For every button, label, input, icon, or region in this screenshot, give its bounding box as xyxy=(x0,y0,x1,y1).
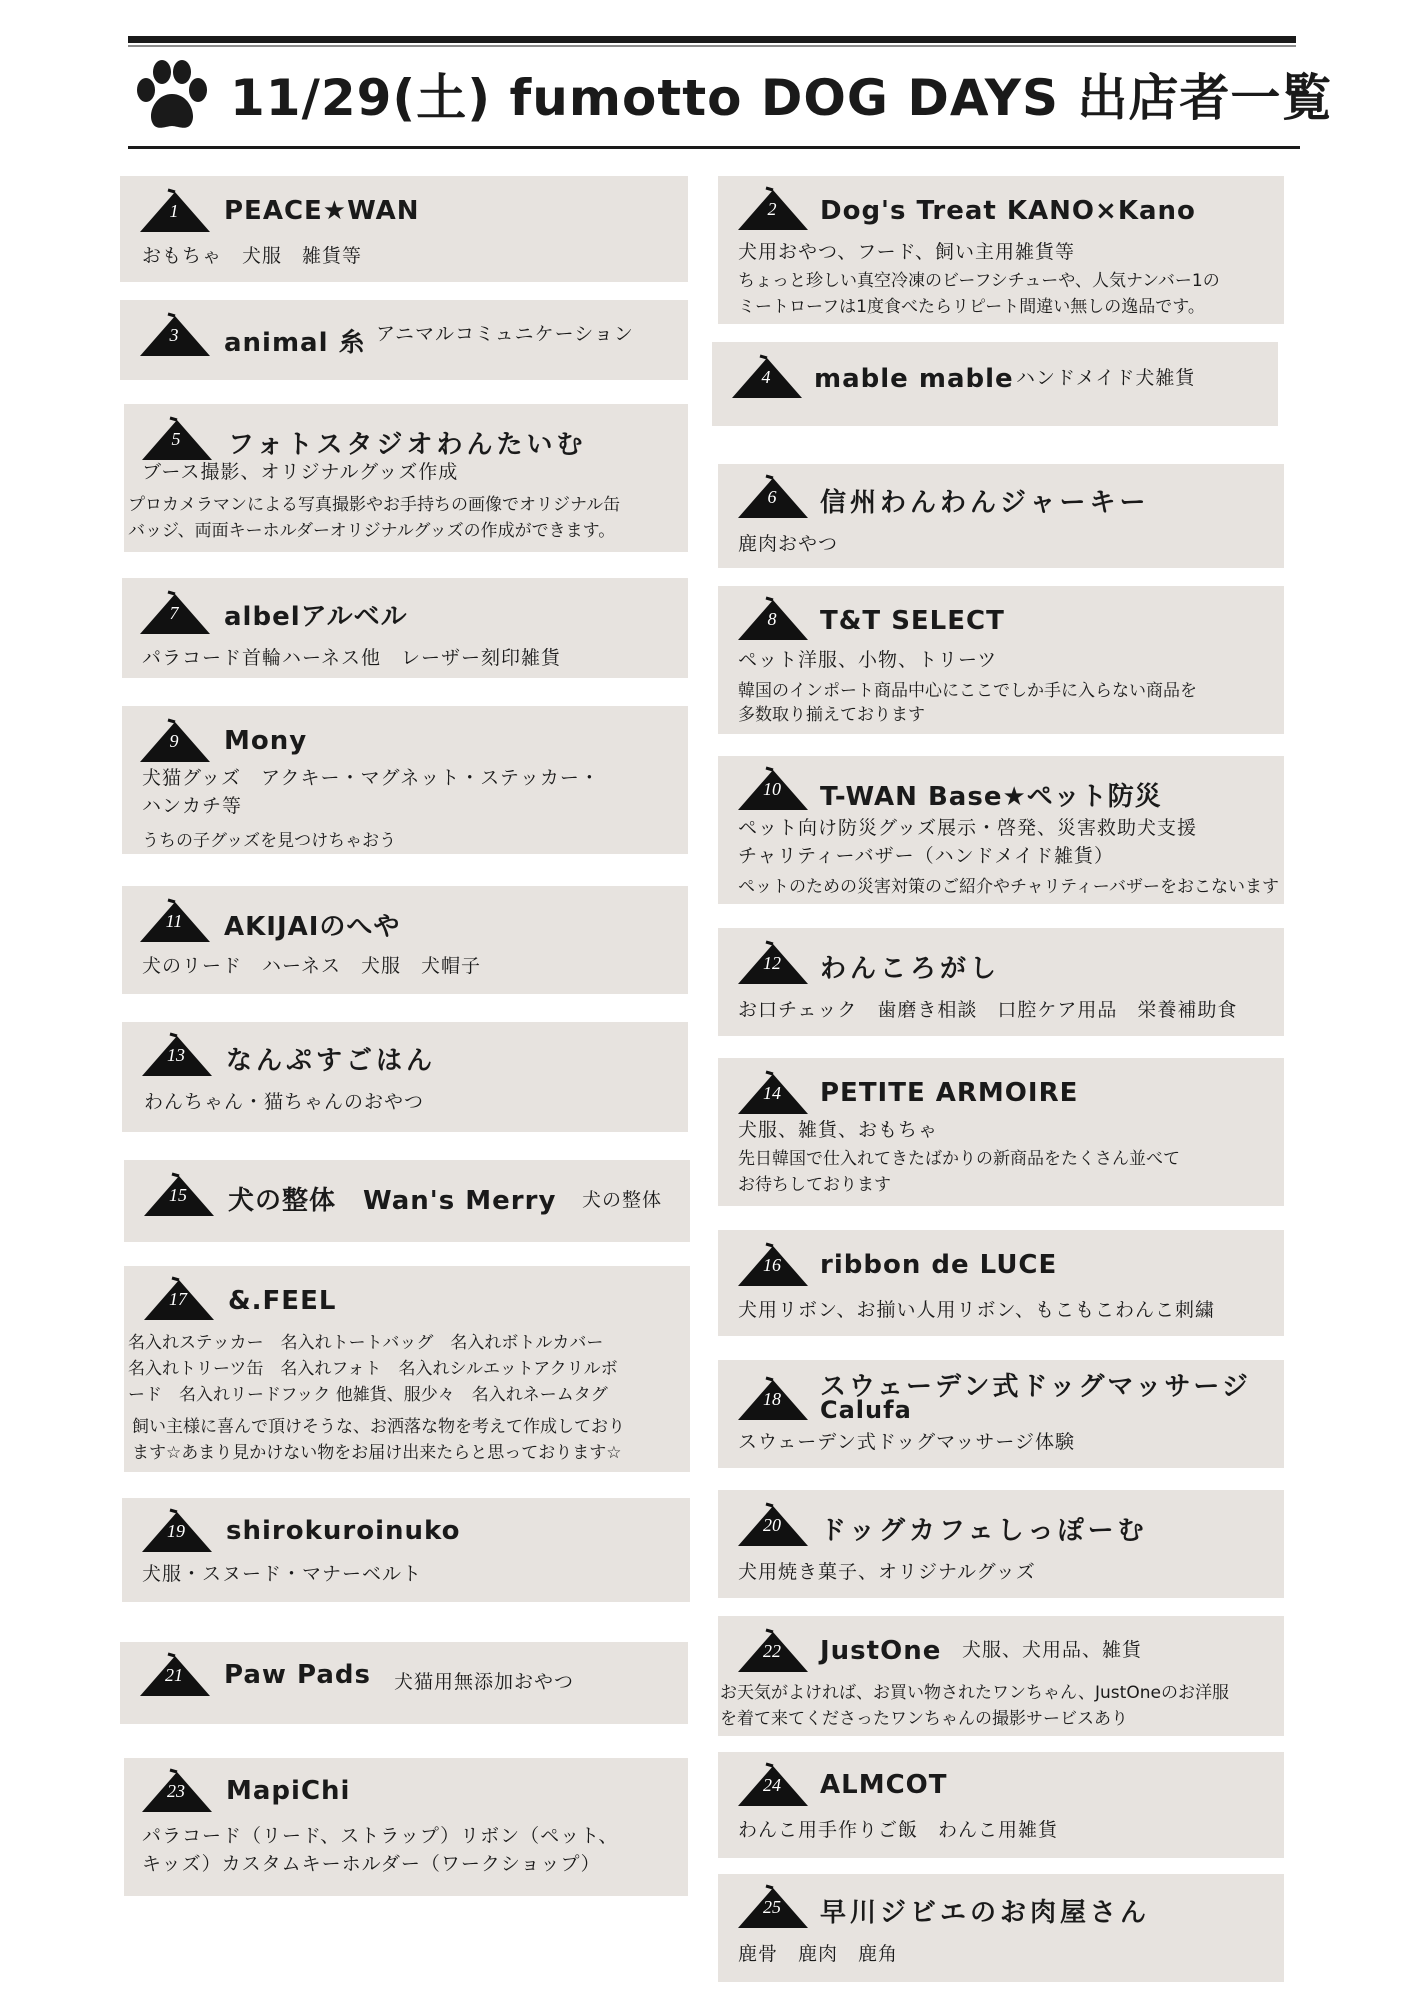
vendor-items: 犬猫グッズ アクキー・マグネット・ステッカー・ xyxy=(142,767,600,789)
vendor-name: フォトスタジオわんたいむ xyxy=(228,430,587,460)
vendor-description-line2: ミートローフは1度食べたらリピート間違い無しの逸品です。 xyxy=(738,297,1205,317)
vendor-name: albelアルベル xyxy=(224,602,408,632)
vendor-number: 19 xyxy=(167,1521,185,1541)
vendor-name: animal 糸 xyxy=(224,328,366,358)
vendor-badge-22 xyxy=(736,1628,810,1674)
vendor-badge-3 xyxy=(138,312,212,358)
vendor-badge-11 xyxy=(138,898,212,944)
vendor-description-line2: ます☆あまり見かけない物をお届け出来たらと思っております☆ xyxy=(132,1443,622,1463)
vendor-number: 12 xyxy=(763,953,781,973)
vendor-number: 3 xyxy=(169,325,179,345)
vendor-badge-5 xyxy=(140,416,214,462)
vendor-description-line2: お待ちしております xyxy=(738,1175,891,1195)
vendor-badge-16 xyxy=(736,1242,810,1288)
vendor-name: Paw Pads xyxy=(224,1660,371,1690)
vendor-badge-12 xyxy=(736,940,810,986)
vendor-badge-21 xyxy=(138,1652,212,1698)
vendor-badge-18 xyxy=(736,1376,810,1422)
vendor-badge-1 xyxy=(138,188,212,234)
vendor-number: 18 xyxy=(763,1389,781,1409)
vendor-badge-24 xyxy=(736,1762,810,1808)
vendor-items: パラコード首輪ハーネス他 レーザー刻印雑貨 xyxy=(142,647,562,669)
paw-icon xyxy=(132,60,212,132)
vendor-description-line2: を着て来てくださったワンちゃんの撮影サービスあり xyxy=(720,1709,1128,1729)
vendor-name-line2: Calufa xyxy=(820,1396,912,1424)
vendor-number: 8 xyxy=(767,609,777,629)
vendor-items: パラコード（リード、ストラップ）リボン（ペット、 xyxy=(142,1825,619,1847)
vendor-number: 13 xyxy=(167,1045,185,1065)
vendor-name: T&T SELECT xyxy=(820,606,1005,636)
vendor-number: 10 xyxy=(763,779,781,799)
vendor-name: Dog's Treat KANO×Kano xyxy=(820,196,1196,226)
vendor-number: 17 xyxy=(169,1289,187,1309)
vendor-number: 4 xyxy=(761,367,771,387)
vendor-items: 犬の整体 xyxy=(582,1189,663,1211)
vendor-items-line2: キッズ）カスタムキーホルダー（ワークショップ） xyxy=(142,1853,601,1875)
vendor-items: 犬猫用無添加おやつ xyxy=(394,1671,575,1693)
vendor-badge-17 xyxy=(142,1276,216,1322)
vendor-badge-8 xyxy=(736,596,810,642)
vendor-items: ペット向け防災グッズ展示・啓発、災害救助犬支援 xyxy=(738,817,1198,839)
vendor-name: AKIJAIのへや xyxy=(224,912,401,942)
vendor-items: 犬用おやつ、フード、飼い主用雑貨等 xyxy=(738,241,1075,263)
vendor-items-line3: ード 名入れリードフック 他雑貨、服少々 名入れネームタグ xyxy=(128,1385,608,1405)
vendor-name: T-WAN Base★ペット防災 xyxy=(820,782,1162,812)
page-title: 11/29(土) fumotto DOG DAYS 出店者一覧 xyxy=(230,69,1333,127)
vendor-name: ドッグカフェしっぽーむ xyxy=(820,1516,1148,1546)
vendor-name: 信州わんわんジャーキー xyxy=(820,488,1150,518)
vendor-items-line2: チャリティーバザー（ハンドメイド雑貨） xyxy=(738,845,1115,867)
vendor-badge-25 xyxy=(736,1884,810,1930)
vendor-description-line1: 先日韓国で仕入れてきたばかりの新商品をたくさん並べて xyxy=(738,1149,1180,1169)
vendor-items: わんこ用手作りご飯 わんこ用雑貨 xyxy=(738,1819,1059,1841)
vendor-name: &.FEEL xyxy=(228,1286,337,1316)
vendor-badge-23 xyxy=(140,1768,214,1814)
vendor-name: mable mable xyxy=(814,364,1014,394)
vendor-items: ハンドメイド犬雑貨 xyxy=(1016,367,1196,389)
vendor-name: なんぷすごはん xyxy=(226,1046,437,1076)
vendor-description-line1: 飼い主様に喜んで頂けそうな、お洒落な物を考えて作成しており xyxy=(132,1417,625,1437)
vendor-items: ブース撮影、オリジナルグッズ作成 xyxy=(142,461,459,483)
vendor-number: 24 xyxy=(763,1775,781,1795)
vendor-badge-10 xyxy=(736,766,810,812)
vendor-number: 25 xyxy=(763,1897,781,1917)
vendor-number: 9 xyxy=(169,731,179,751)
vendor-name: JustOne xyxy=(820,1636,942,1666)
vendor-badge-14 xyxy=(736,1070,810,1116)
vendor-items: 犬服、犬用品、雑貨 xyxy=(962,1639,1143,1661)
header-rule-top-shadow xyxy=(128,45,1296,47)
vendor-badge-13 xyxy=(140,1032,214,1078)
vendor-number: 16 xyxy=(763,1255,781,1275)
vendor-name: ALMCOT xyxy=(820,1770,948,1800)
vendor-number: 7 xyxy=(169,603,179,623)
vendor-number: 22 xyxy=(763,1641,781,1661)
vendor-badge-20 xyxy=(736,1502,810,1548)
vendor-name: スウェーデン式ドッグマッサージ xyxy=(820,1372,1251,1402)
vendor-items: おもちゃ 犬服 雑貨等 xyxy=(142,245,363,267)
vendor-badge-2 xyxy=(736,186,810,232)
vendor-number: 20 xyxy=(763,1515,781,1535)
vendor-items: 鹿骨 鹿肉 鹿角 xyxy=(738,1943,899,1965)
vendor-name: Mony xyxy=(224,726,308,756)
vendor-items: 犬用リボン、お揃い人用リボン、もこもこわんこ刺繍 xyxy=(738,1299,1215,1321)
vendor-items: 名入れステッカー 名入れトートバッグ 名入れボトルカバー xyxy=(128,1333,604,1353)
vendor-items: お口チェック 歯磨き相談 口腔ケア用品 栄養補助食 xyxy=(738,999,1238,1021)
vendor-number: 15 xyxy=(169,1185,187,1205)
header-rule-top xyxy=(128,36,1296,43)
vendor-name: ribbon de LUCE xyxy=(820,1250,1058,1280)
vendor-items-line2: 名入れトリーツ缶 名入れフォト 名入れシルエットアクリルボ xyxy=(128,1359,618,1379)
vendor-badge-6 xyxy=(736,474,810,520)
vendor-items: 犬用焼き菓子、オリジナルグッズ xyxy=(738,1561,1036,1583)
vendor-badge-15 xyxy=(142,1172,216,1218)
vendor-name: 犬の整体 Wan's Merry xyxy=(228,1186,557,1216)
vendor-number: 2 xyxy=(767,199,777,219)
vendor-name: shirokuroinuko xyxy=(226,1516,461,1546)
vendor-items: 犬のリード ハーネス 犬服 犬帽子 xyxy=(142,955,482,977)
vendor-badge-9 xyxy=(138,718,212,764)
vendor-items: わんちゃん・猫ちゃんのおやつ xyxy=(144,1091,425,1113)
vendor-number: 21 xyxy=(165,1665,183,1685)
vendor-badge-19 xyxy=(140,1508,214,1554)
vendor-items-line2: ハンカチ等 xyxy=(142,795,243,817)
vendor-name: PETITE ARMOIRE xyxy=(820,1078,1079,1108)
vendor-items: ペット洋服、小物、トリーツ xyxy=(738,649,998,671)
vendor-name: わんころがし xyxy=(820,954,1001,984)
vendor-name: PEACE★WAN xyxy=(224,196,420,226)
vendor-name: MapiChi xyxy=(226,1776,351,1806)
vendor-items: 鹿肉おやつ xyxy=(738,533,839,555)
vendor-description-line2: バッジ、両面キーホルダーオリジナルグッズの作成ができます。 xyxy=(128,521,616,541)
vendor-number: 11 xyxy=(165,911,183,931)
vendor-description-line1: プロカメラマンによる写真撮影やお手持ちの画像でオリジナル缶 xyxy=(128,495,621,515)
vendor-number: 1 xyxy=(169,201,179,221)
vendor-items: アニマルコミュニケーション xyxy=(376,323,634,345)
header-rule-bottom xyxy=(128,146,1300,149)
vendor-description-line2: 多数取り揃えております xyxy=(738,705,925,725)
vendor-number: 14 xyxy=(763,1083,781,1103)
vendor-badge-7 xyxy=(138,590,212,636)
vendor-number: 23 xyxy=(167,1781,185,1801)
vendor-description-line1: お天気がよければ、お買い物されたワンちゃん、JustOneのお洋服 xyxy=(720,1683,1229,1703)
vendor-items: 犬服・スヌード・マナーベルト xyxy=(142,1563,423,1585)
vendor-description-line1: 韓国のインポート商品中心にここでしか手に入らない商品を xyxy=(738,681,1197,701)
vendor-description-line1: うちの子グッズを見つけちゃおう xyxy=(142,831,397,851)
vendor-description-line1: ちょっと珍しい真空冷凍のビーフシチューや、人気ナンバー1の xyxy=(738,271,1220,291)
vendor-items: スウェーデン式ドッグマッサージ体験 xyxy=(738,1431,1075,1453)
vendor-number: 5 xyxy=(171,429,181,449)
vendor-number: 6 xyxy=(767,487,777,507)
vendor-items: 犬服、雑貨、おもちゃ xyxy=(738,1119,939,1141)
vendor-name: 早川ジビエのお肉屋さん xyxy=(820,1898,1151,1928)
vendor-description-line1: ペットのための災害対策のご紹介やチャリティーバザーをおこないます xyxy=(738,877,1279,897)
vendor-badge-4 xyxy=(730,354,804,400)
